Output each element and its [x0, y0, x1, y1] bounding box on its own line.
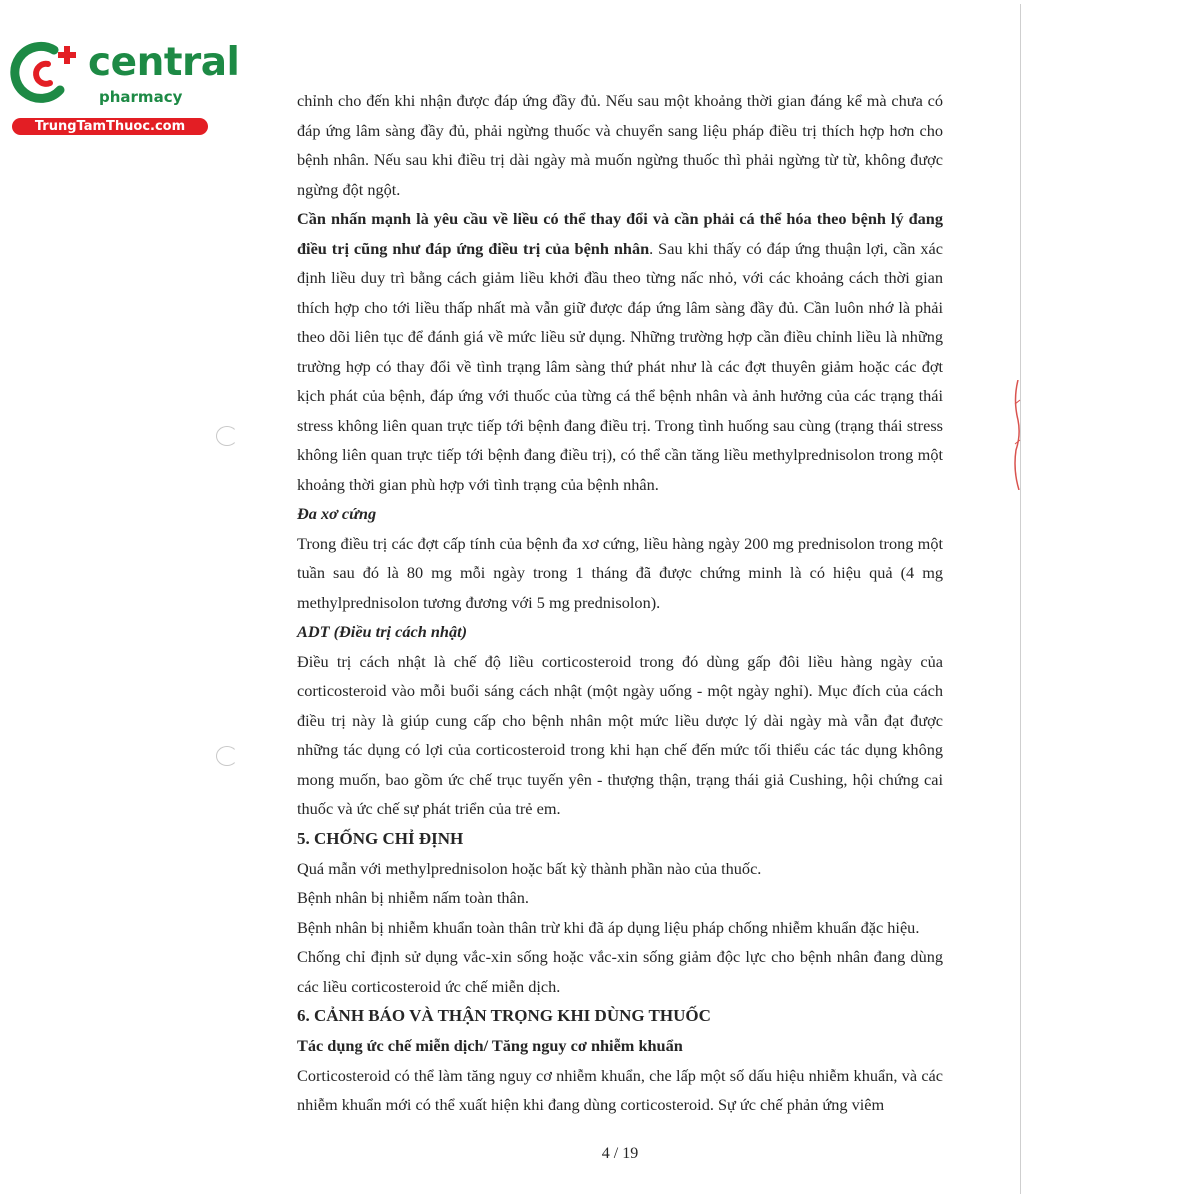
document-body: [297, 86, 943, 1120]
pharmacy-cross-logo-icon: [10, 38, 90, 108]
section-heading-contraindications: 5. CHỐNG CHỈ ĐỊNH: [297, 828, 464, 848]
punch-hole-mark: [216, 426, 238, 446]
paragraph: Trong điều trị các đợt cấp tính của bệnh đa xơ cứng, liều hàng ngày 200 mg prednisolon trong một tuần sau đó là 80 mg mỗi ngày trong 1 tháng đã được chứng minh là có hiệu quả (4 mg methylprednisolon tương đương với 5 mg prednisolon).: [297, 533, 943, 612]
subheading-immunosuppression: Tác dụng ức chế miễn dịch/ Tăng nguy cơ nhiễm khuẩn: [297, 1036, 683, 1055]
red-stamp-fragment-icon: [1012, 380, 1022, 490]
subheading-adt: ADT (Điều trị cách nhật): [297, 622, 468, 641]
logo-sub-text: pharmacy: [99, 88, 183, 106]
punch-hole-mark: [216, 746, 238, 766]
section-heading-warnings: 6. CẢNH BÁO VÀ THẬN TRỌNG KHI DÙNG THUỐC: [297, 1006, 711, 1025]
logo-url-badge[interactable]: TrungTamThuoc.com: [12, 118, 208, 135]
paragraph-text: . Sau khi thấy có đáp ứng thuận lợi, cần xác định liều duy trì bằng cách giảm liều khởi đầu theo từng nấc nhỏ, với các khoảng cách thời gian thích hợp cho tới liều thấp nhất mà vẫn giữ được đáp ứng lâm sàng đầy đủ. Cần luôn nhớ là phải theo dõi liên tục để đánh giá về mức liều sử dụng. Những trường hợp cần điều chỉnh liều là những trường hợp có thay đổi về tình trạng lâm sàng thứ phát như là các đợt thuyên giảm hoặc các đợt kịch phát của bệnh, đáp ứng với thuốc của từng cá thể bệnh nhân và ảnh hưởng của các trạng thái stress không liên quan trực tiếp tới bệnh đang điều trị. Trong tình huống sau cùng (trạng thái stress không liên quan trực tiếp tới bệnh đang điều trị), có thể cần tăng liều methylprednisolon trong một khoảng thời gian phù hợp với tình trạng của bệnh nhân.: [297, 238, 943, 494]
subheading-multiple-sclerosis: Đa xơ cứng: [297, 504, 377, 523]
list-item: Bệnh nhân bị nhiễm nấm toàn thân.: [297, 888, 529, 907]
central-pharmacy-logo[interactable]: [10, 38, 240, 138]
list-item: Bệnh nhân bị nhiễm khuẩn toàn thân trừ khi đã áp dụng liệu pháp chống nhiễm khuẩn đặc hiệu.: [297, 917, 920, 937]
bold-emphasis: Cần nhấn mạnh là yêu cầu về liều có thể thay đổi và cần phải cá thể hóa theo bệnh lý đang điều trị cũng như đáp ứng điều trị của bệnh nhân: [297, 209, 943, 258]
paragraph: Corticosteroid có thể làm tăng nguy cơ nhiễm khuẩn, che lấp một số dấu hiệu nhiễm khuẩn, và các nhiễm khuẩn mới có thể xuất hiện khi đang dùng corticosteroid. Sự ức chế phản ứng viêm: [297, 1065, 943, 1114]
paragraph: [297, 204, 943, 499]
paragraph: Điều trị cách nhật là chế độ liều corticosteroid trong đó dùng gấp đôi liều hàng ngày của corticosteroid vào mỗi buổi sáng cách nhật (một ngày uống - một ngày nghỉ). Mục đích của cách điều trị này là giúp cung cấp cho bệnh nhân một mức liều dược lý dài ngày mà vẫn đạt được những tác dụng có lợi của corticosteroid trong khi hạn chế đến mức tối thiểu các tác dụng không mong muốn, bao gồm ức chế trục tuyến yên - thượng thận, trạng thái giả Cushing, hội chứng cai thuốc và ức chế sự phát triển của trẻ em.: [297, 651, 943, 818]
page-number: 4 / 19: [601, 1145, 639, 1162]
logo-brand-text: central: [88, 40, 240, 85]
page-edge-line: [1020, 4, 1021, 1194]
paragraph: chỉnh cho đến khi nhận được đáp ứng đầy đủ. Nếu sau một khoảng thời gian đáng kể mà chưa có đáp ứng lâm sàng đầy đủ, phải ngừng thuốc và chuyển sang liệu pháp điều trị thích hợp hơn cho bệnh nhân. Nếu sau khi điều trị dài ngày mà muốn ngừng thuốc thì phải ngừng từ từ, không được ngừng đột ngột.: [297, 91, 943, 199]
list-item: Chống chỉ định sử dụng vắc-xin sống hoặc vắc-xin sống giảm độc lực cho bệnh nhân đang dùng các liều corticosteroid ức chế miễn dịch.: [297, 947, 943, 996]
list-item: Quá mẫn với methylprednisolon hoặc bất kỳ thành phần nào của thuốc.: [297, 858, 762, 878]
